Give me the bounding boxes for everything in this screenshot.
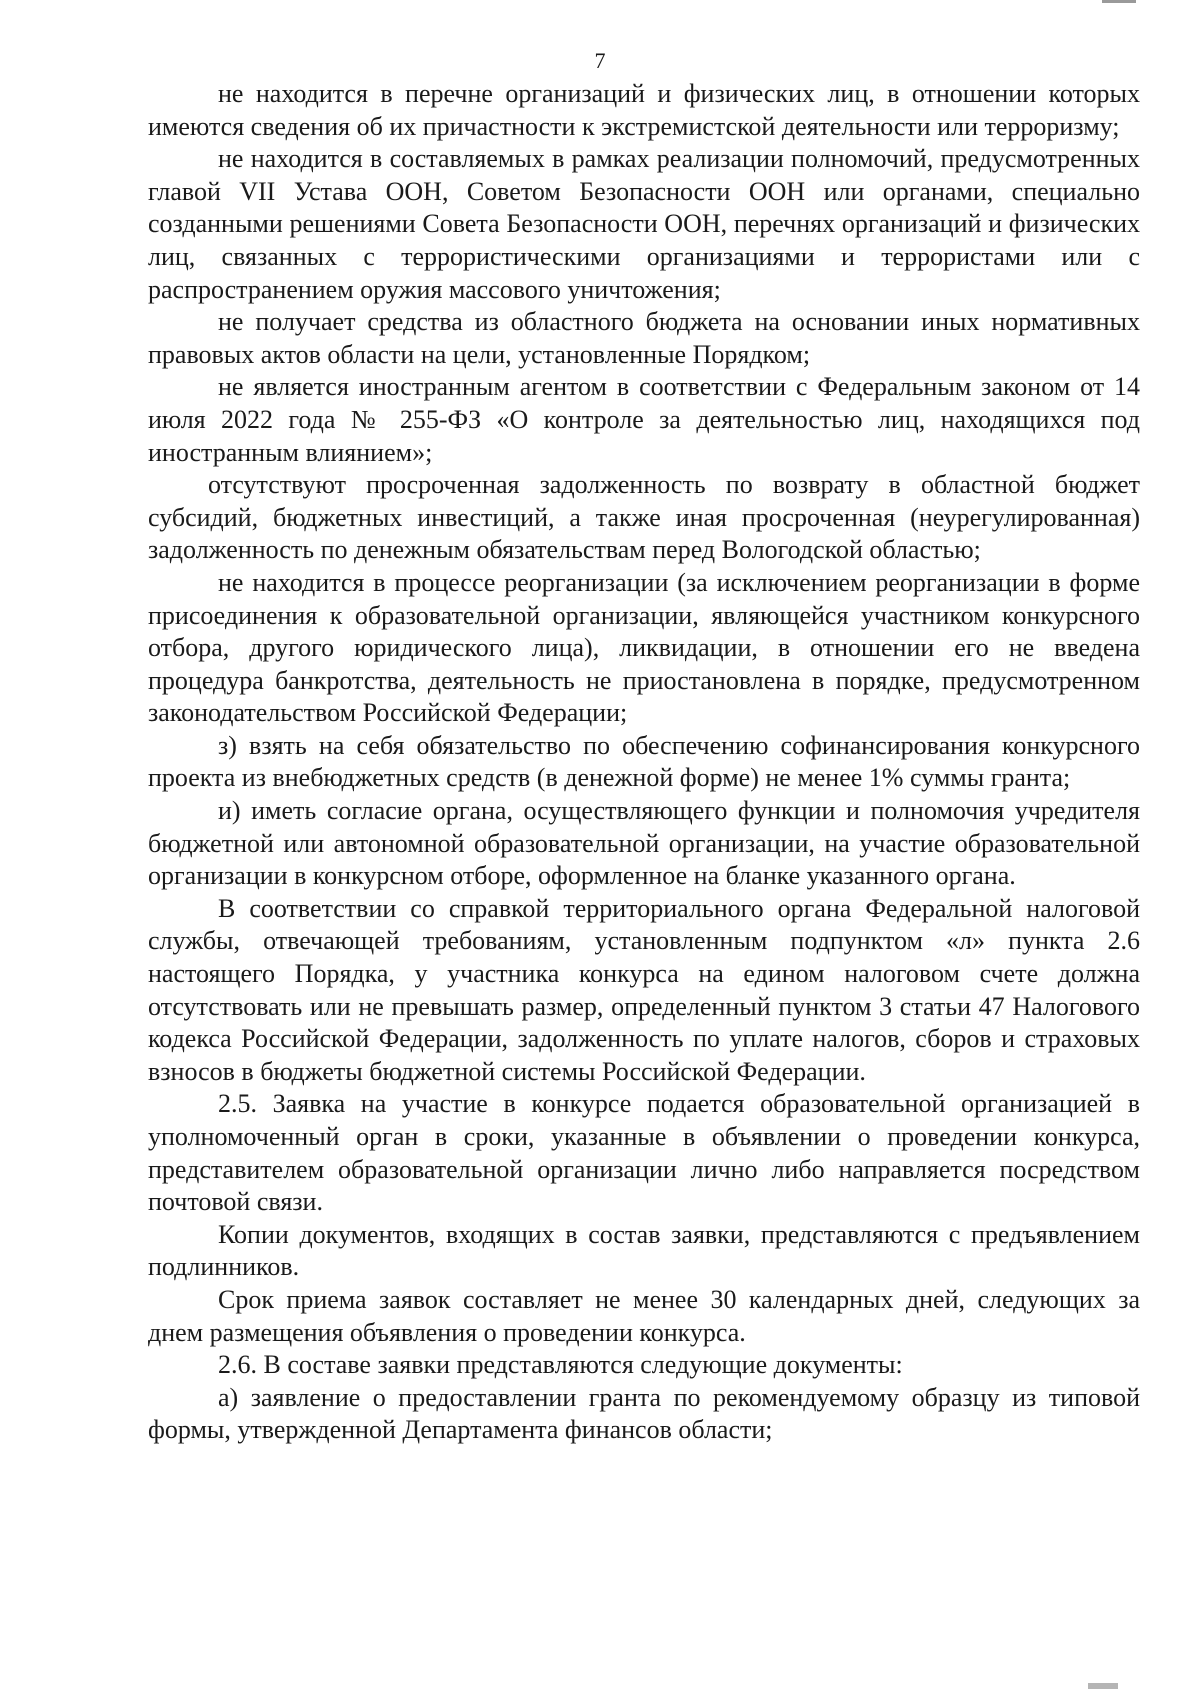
paragraph: з) взять на себя обязательство по обеспечению софинансирования конкурсного проекта из внебюджетных средств (в денежной форме) не менее 1% суммы гранта;: [148, 730, 1140, 793]
paragraph: Срок приема заявок составляет не менее 30 календарных дней, следующих за днем размещения объявления о проведении конкурса.: [148, 1284, 1140, 1347]
paragraph: и) иметь согласие органа, осуществляющего функции и полномочия учредителя бюджетной или автономной образовательной организации, на участие образовательной организации в конкурсном отборе, оформленное на бланке указанного органа.: [148, 796, 1140, 891]
page-number: 7: [594, 48, 606, 73]
paragraph: не находится в составляемых в рамках реализации полномочий, предусмотренных главой VII Устава ООН, Советом Безопасности ООН или органами, специально созданными решениями Совета Безопасности ООН, перечнях организаций и физических лиц, связанных с террористическими организациями и террористами или с распространением оружия массового уничтожения;: [148, 144, 1140, 304]
paragraph: не находится в процессе реорганизации (за исключением реорганизации в форме присоединения к образовательной организации, являющейся участником конкурсного отбора, другого юридического лица), ликвидации, в отношении его не введена процедура банкротства, деятельность не приостановлена в порядке, предусмотренном законодательством Российской Федерации;: [148, 567, 1140, 728]
paragraph: а) заявление о предоставлении гранта по рекомендуемому образцу из типовой формы, утвержденной Департамента финансов области;: [148, 1382, 1140, 1445]
paragraph: 2.6. В составе заявки представляются следующие документы:: [218, 1350, 903, 1380]
scan-edge-mark: [1102, 0, 1136, 3]
paragraph: не является иностранным агентом в соответствии с Федеральным законом от 14 июля 2022 года № 255-ФЗ «О контроле за деятельностью лиц, находящихся под иностранным влиянием»;: [148, 372, 1140, 467]
document-body: [148, 78, 1140, 1447]
paragraph: В соответствии со справкой территориального органа Федеральной налоговой службы, отвечающей требованиям, установленным подпунктом «л» пункта 2.6 настоящего Порядка, у участника конкурса на едином налоговом счете должна отсутствовать или не превышать размер, определенный пунктом 3 статьи 47 Налогового кодекса Российской Федерации, задолженность по уплате налогов, сборов и страховых взносов в бюджеты бюджетной системы Российской Федерации.: [148, 893, 1140, 1086]
paragraph: не получает средства из областного бюджета на основании иных нормативных правовых актов области на цели, установленные Порядком;: [148, 307, 1140, 369]
paragraph: не находится в перечне организаций и физических лиц, в отношении которых имеются сведения об их причастности к экстремистской деятельности или терроризму;: [148, 79, 1140, 141]
paragraph: отсутствуют просроченная задолженность по возврату в областной бюджет субсидий, бюджетных инвестиций, а также иная просроченная (неурегулированная) задолженность по денежным обязательствам перед Вологодской областью;: [148, 470, 1140, 565]
paragraph: Копии документов, входящих в состав заявки, представляются с предъявлением подлинников.: [148, 1219, 1140, 1282]
paragraph: 2.5. Заявка на участие в конкурсе подается образовательной организацией в уполномоченный орган в сроки, указанные в объявлении о проведении конкурса, представителем образовательной организации лично либо направляется посредством почтовой связи.: [148, 1089, 1140, 1217]
scan-edge-mark: [1088, 1683, 1118, 1689]
